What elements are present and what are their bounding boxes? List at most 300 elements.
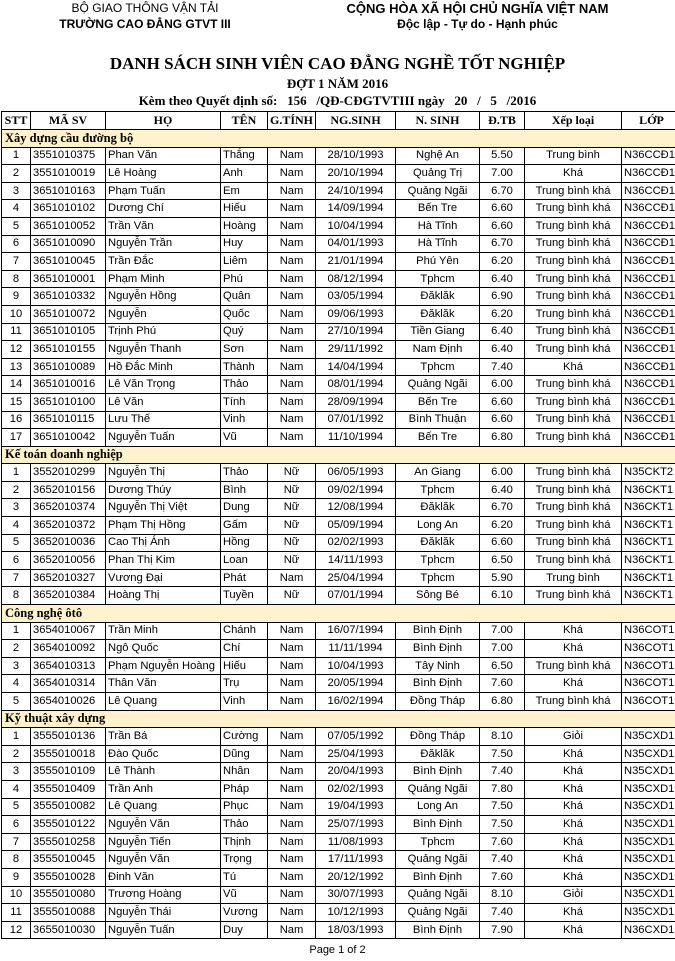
cell-birth-place: Đồng Tháp	[396, 728, 480, 746]
cell-surname: Trịnh Phú	[106, 323, 221, 341]
cell-gender: Nữ	[268, 587, 316, 605]
cell-given-name: Pháp	[221, 780, 268, 798]
cell-gpa: 6.20	[480, 517, 525, 535]
section-header-row	[2, 710, 675, 728]
cell-gender: Nam	[268, 147, 316, 165]
cell-birth-date: 10/12/1993	[316, 904, 396, 922]
cell-birth-date: 28/10/1993	[316, 147, 396, 165]
cell-birth-place: Tphcm	[396, 833, 480, 851]
cell-classification: Trung bình khá	[525, 534, 622, 552]
cell-given-name: Tính	[221, 393, 268, 411]
cell-class: N36CCĐ1	[622, 376, 675, 394]
cell-surname: Hồ Đắc Minh	[106, 358, 221, 376]
cell-birth-place: Tây Ninh	[396, 657, 480, 675]
table-row	[2, 534, 675, 552]
cell-birth-place: Quảng Ngãi	[396, 904, 480, 922]
cell-stt: 3	[2, 763, 31, 781]
cell-gender: Nam	[268, 693, 316, 711]
cell-given-name: Vinh	[221, 693, 268, 711]
cell-student-id: 3651010163	[31, 182, 106, 200]
cell-birth-place: Bình Định	[396, 816, 480, 834]
cell-classification: Trung bình khá	[525, 693, 622, 711]
table-row	[2, 358, 675, 376]
cell-gpa: 6.60	[480, 200, 525, 218]
cell-stt: 10	[2, 305, 31, 323]
cell-given-name: Tú	[221, 868, 268, 886]
cell-gender: Nam	[268, 341, 316, 359]
table-row	[2, 675, 675, 693]
cell-given-name: Quốc	[221, 305, 268, 323]
cell-surname: Lê Thành	[106, 763, 221, 781]
table-row	[2, 798, 675, 816]
cell-gpa: 6.80	[480, 429, 525, 447]
cell-birth-place: Bình Định	[396, 622, 480, 640]
cell-given-name: Huy	[221, 235, 268, 253]
cell-classification: Khá	[525, 851, 622, 869]
cell-birth-date: 29/11/1992	[316, 341, 396, 359]
cell-classification: Khá	[525, 904, 622, 922]
cell-surname: Nguyễn Thị Việt	[106, 499, 221, 517]
cell-gender: Nam	[268, 393, 316, 411]
cell-surname: Lưu Thế	[106, 411, 221, 429]
cell-birth-date: 20/12/1992	[316, 868, 396, 886]
cell-surname: Lê Quang	[106, 693, 221, 711]
cell-class: N36COT1	[622, 693, 675, 711]
cell-gender: Nam	[268, 675, 316, 693]
cell-birth-place: Tiền Giang	[396, 323, 480, 341]
cell-given-name: Sơn	[221, 341, 268, 359]
cell-birth-date: 17/11/1993	[316, 851, 396, 869]
cell-surname: Thân Văn	[106, 675, 221, 693]
cell-birth-place: Sông Bé	[396, 587, 480, 605]
cell-stt: 6	[2, 816, 31, 834]
cell-surname: Nguyễn Thái	[106, 904, 221, 922]
cell-birth-date: 27/10/1994	[316, 323, 396, 341]
cell-birth-place: Long An	[396, 798, 480, 816]
cell-stt: 2	[2, 745, 31, 763]
cell-given-name: Quý	[221, 323, 268, 341]
cell-class: N36CKT1	[622, 552, 675, 570]
cell-classification: Giỏi	[525, 886, 622, 904]
cell-birth-date: 16/02/1994	[316, 693, 396, 711]
cell-gender: Nam	[268, 816, 316, 834]
cell-given-name: Dũng	[221, 745, 268, 763]
cell-given-name: Hiếu	[221, 657, 268, 675]
cell-gpa: 6.20	[480, 305, 525, 323]
table-row	[2, 587, 675, 605]
cell-gender: Nam	[268, 358, 316, 376]
cell-gpa: 6.50	[480, 657, 525, 675]
cell-gpa: 6.50	[480, 552, 525, 570]
cell-given-name: Phục	[221, 798, 268, 816]
table-header-row	[2, 112, 675, 130]
cell-surname: Lê Văn Trọng	[106, 376, 221, 394]
cell-gpa: 6.70	[480, 182, 525, 200]
cell-surname: Nguyễn Hồng	[106, 288, 221, 306]
cell-student-id: 3651010072	[31, 305, 106, 323]
cell-given-name: Thảo	[221, 464, 268, 482]
cell-stt: 3	[2, 657, 31, 675]
column-header-gpa: Đ.TB	[480, 112, 525, 130]
cell-stt: 10	[2, 886, 31, 904]
cell-birth-date: 07/01/1992	[316, 411, 396, 429]
cell-birth-place: Bình Định	[396, 675, 480, 693]
cell-stt: 2	[2, 640, 31, 658]
cell-birth-place: Tphcm	[396, 552, 480, 570]
cell-birth-place: Bến Tre	[396, 429, 480, 447]
cell-birth-date: 11/08/1993	[316, 833, 396, 851]
cell-gender: Nam	[268, 270, 316, 288]
cell-gpa: 6.80	[480, 693, 525, 711]
cell-class: N35CXD1	[622, 780, 675, 798]
cell-given-name: Vinh	[221, 411, 268, 429]
cell-student-id: 3555010028	[31, 868, 106, 886]
cell-stt: 1	[2, 464, 31, 482]
cell-gpa: 6.40	[480, 323, 525, 341]
cell-gender: Nam	[268, 217, 316, 235]
table-row	[2, 429, 675, 447]
cell-classification: Khá	[525, 358, 622, 376]
cell-class: N36CKT1	[622, 569, 675, 587]
cell-birth-date: 12/08/1994	[316, 499, 396, 517]
cell-stt: 17	[2, 429, 31, 447]
cell-surname: Hoàng Thị	[106, 587, 221, 605]
cell-class: N35CXD1	[622, 728, 675, 746]
cell-birth-place: Quảng Ngãi	[396, 182, 480, 200]
cell-birth-date: 02/02/1993	[316, 534, 396, 552]
cell-classification: Trung bình khá	[525, 323, 622, 341]
cell-birth-date: 20/10/1994	[316, 165, 396, 183]
cell-gpa: 8.10	[480, 886, 525, 904]
page-number: Page 1 of 2	[309, 944, 366, 956]
cell-given-name: Cường	[221, 728, 268, 746]
cell-birth-place: Đăklăk	[396, 305, 480, 323]
graduates-table	[1, 111, 675, 939]
cell-gender: Nam	[268, 657, 316, 675]
cell-given-name: Vũ	[221, 429, 268, 447]
cell-gpa: 6.90	[480, 288, 525, 306]
cell-surname: Trần Bá	[106, 728, 221, 746]
cell-student-id: 3651010089	[31, 358, 106, 376]
cell-gpa: 7.80	[480, 780, 525, 798]
section-name: Xây dựng cầu đường bộ	[2, 130, 675, 148]
cell-class: N36CCĐ1	[622, 288, 675, 306]
cell-birth-date: 08/01/1994	[316, 376, 396, 394]
cell-class: N35CXD1	[622, 904, 675, 922]
cell-stt: 7	[2, 833, 31, 851]
cell-surname: Ngô Quốc	[106, 640, 221, 658]
cell-classification: Trung bình khá	[525, 587, 622, 605]
cell-gender: Nam	[268, 851, 316, 869]
cell-birth-date: 25/07/1993	[316, 816, 396, 834]
cell-student-id: 3654010313	[31, 657, 106, 675]
cell-class: N36CKT1	[622, 499, 675, 517]
cell-birth-place: Đăklăk	[396, 534, 480, 552]
cell-surname: Cao Thị Ánh	[106, 534, 221, 552]
cell-gpa: 6.40	[480, 270, 525, 288]
cell-gpa: 8.10	[480, 728, 525, 746]
table-row	[2, 552, 675, 570]
cell-stt: 9	[2, 868, 31, 886]
cell-gpa: 7.00	[480, 165, 525, 183]
cell-classification: Khá	[525, 745, 622, 763]
section-header-row	[2, 605, 675, 623]
cell-given-name: Thảo	[221, 816, 268, 834]
cell-birth-date: 16/07/1994	[316, 622, 396, 640]
cell-birth-date: 18/03/1993	[316, 921, 396, 939]
cell-class: N36CCĐ1	[622, 358, 675, 376]
cell-student-id: 3654010026	[31, 693, 106, 711]
cell-student-id: 3652010036	[31, 534, 106, 552]
cell-birth-place: Đồng Tháp	[396, 693, 480, 711]
cell-given-name: Hiếu	[221, 200, 268, 218]
cell-birth-date: 09/06/1993	[316, 305, 396, 323]
cell-stt: 3	[2, 182, 31, 200]
cell-gender: Nam	[268, 622, 316, 640]
cell-gpa: 7.40	[480, 904, 525, 922]
cell-surname: Nguyễn Văn	[106, 816, 221, 834]
cell-student-id: 3552010299	[31, 464, 106, 482]
table-row	[2, 728, 675, 746]
cell-class: N36CCĐ1	[622, 341, 675, 359]
cell-birth-date: 04/01/1993	[316, 235, 396, 253]
cell-class: N36CCĐ1	[622, 323, 675, 341]
cell-birth-date: 11/11/1994	[316, 640, 396, 658]
cell-birth-date: 20/05/1994	[316, 675, 396, 693]
section-header-row	[2, 446, 675, 464]
cell-gender: Nam	[268, 376, 316, 394]
cell-given-name: Trụ	[221, 675, 268, 693]
cell-gender: Nam	[268, 200, 316, 218]
cell-birth-date: 10/04/1993	[316, 657, 396, 675]
cell-stt: 4	[2, 200, 31, 218]
cell-birth-place: Hà Tĩnh	[396, 217, 480, 235]
cell-stt: 16	[2, 411, 31, 429]
cell-birth-date: 25/04/1993	[316, 745, 396, 763]
cell-gpa: 5.50	[480, 147, 525, 165]
cell-gender: Nam	[268, 868, 316, 886]
cell-classification: Trung bình khá	[525, 288, 622, 306]
cell-student-id: 3651010001	[31, 270, 106, 288]
cell-class: N36CCĐ1	[622, 270, 675, 288]
cell-class: N35CXD1	[622, 868, 675, 886]
cell-given-name: Vũ	[221, 886, 268, 904]
table-row	[2, 816, 675, 834]
cell-stt: 11	[2, 904, 31, 922]
cell-stt: 1	[2, 147, 31, 165]
table-row	[2, 341, 675, 359]
cell-given-name: Thịnh	[221, 833, 268, 851]
table-row	[2, 376, 675, 394]
cell-given-name: Em	[221, 182, 268, 200]
cell-stt: 1	[2, 728, 31, 746]
cell-classification: Trung bình khá	[525, 305, 622, 323]
cell-stt: 8	[2, 270, 31, 288]
cell-birth-place: Tphcm	[396, 569, 480, 587]
cell-classification: Khá	[525, 675, 622, 693]
cell-classification: Trung bình khá	[525, 376, 622, 394]
cell-birth-place: Bình Định	[396, 921, 480, 939]
cell-classification: Khá	[525, 780, 622, 798]
cell-birth-place: Quảng Ngãi	[396, 886, 480, 904]
cell-gender: Nam	[268, 182, 316, 200]
cell-gpa: 6.60	[480, 411, 525, 429]
cell-classification: Trung bình	[525, 147, 622, 165]
cell-class: N36COT1	[622, 657, 675, 675]
cell-stt: 5	[2, 798, 31, 816]
cell-stt: 2	[2, 481, 31, 499]
cell-birth-place: Bình Thuận	[396, 411, 480, 429]
table-row	[2, 464, 675, 482]
cell-class: N36CCĐ1	[622, 165, 675, 183]
cell-gender: Nam	[268, 904, 316, 922]
cell-birth-date: 25/04/1994	[316, 569, 396, 587]
cell-birth-place: Quảng Ngãi	[396, 376, 480, 394]
cell-birth-date: 02/02/1993	[316, 780, 396, 798]
cell-classification: Trung bình khá	[525, 182, 622, 200]
cell-classification: Trung bình	[525, 569, 622, 587]
cell-surname: Nguyễn Tuấn	[106, 429, 221, 447]
cell-stt: 11	[2, 323, 31, 341]
cell-classification: Trung bình khá	[525, 270, 622, 288]
cell-surname: Dương Chí	[106, 200, 221, 218]
cell-surname: Trần Đắc	[106, 253, 221, 271]
cell-student-id: 3655010030	[31, 921, 106, 939]
cell-classification: Trung bình khá	[525, 429, 622, 447]
cell-given-name: Thành	[221, 358, 268, 376]
cell-class: N36CCĐ1	[622, 253, 675, 271]
cell-birth-date: 30/07/1993	[316, 886, 396, 904]
cell-stt: 9	[2, 288, 31, 306]
cell-student-id: 3654010314	[31, 675, 106, 693]
cell-birth-place: Nghệ An	[396, 147, 480, 165]
cell-surname: Trương Hoàng	[106, 886, 221, 904]
cell-birth-place: Long An	[396, 517, 480, 535]
cell-stt: 4	[2, 780, 31, 798]
cell-birth-place: An Giang	[396, 464, 480, 482]
cell-class: N35CXD1	[622, 833, 675, 851]
cell-student-id: 3652010372	[31, 517, 106, 535]
cell-given-name: Chánh	[221, 622, 268, 640]
cell-gender: Nam	[268, 745, 316, 763]
cell-given-name: Trọng	[221, 851, 268, 869]
cell-surname: Nguyễn Văn	[106, 851, 221, 869]
section-header-row	[2, 130, 675, 148]
table-row	[2, 217, 675, 235]
cell-gpa: 6.10	[480, 587, 525, 605]
cell-student-id: 3651010102	[31, 200, 106, 218]
table-row	[2, 851, 675, 869]
cell-gender: Nữ	[268, 464, 316, 482]
cell-gpa: 6.70	[480, 235, 525, 253]
cell-student-id: 3652010327	[31, 569, 106, 587]
cell-stt: 1	[2, 622, 31, 640]
cell-given-name: Liêm	[221, 253, 268, 271]
cell-gpa: 7.60	[480, 868, 525, 886]
cell-surname: Phạm Tuấn	[106, 182, 221, 200]
cell-student-id: 3555010082	[31, 798, 106, 816]
cell-stt: 8	[2, 587, 31, 605]
cell-surname: Lê Hoàng	[106, 165, 221, 183]
column-header-surname: HỌ	[106, 112, 221, 130]
cell-gpa: 7.40	[480, 763, 525, 781]
cell-class: N36CCĐ1	[622, 182, 675, 200]
table-row	[2, 517, 675, 535]
cell-classification: Trung bình khá	[525, 552, 622, 570]
cell-stt: 13	[2, 358, 31, 376]
cell-birth-date: 24/10/1994	[316, 182, 396, 200]
column-header-student-id: MÃ SV	[31, 112, 106, 130]
section-name: Kỹ thuật xây dựng	[2, 710, 675, 728]
cell-stt: 5	[2, 693, 31, 711]
table-row	[2, 323, 675, 341]
cell-gender: Nữ	[268, 534, 316, 552]
table-row	[2, 253, 675, 271]
cell-stt: 15	[2, 393, 31, 411]
cell-class: N35CXD1	[622, 851, 675, 869]
cell-birth-date: 07/01/1994	[316, 587, 396, 605]
cell-stt: 2	[2, 165, 31, 183]
cell-gpa: 7.00	[480, 640, 525, 658]
cell-student-id: 3555010409	[31, 780, 106, 798]
table-row	[2, 886, 675, 904]
cell-gender: Nam	[268, 798, 316, 816]
cell-surname: Nguyễn Tuấn	[106, 921, 221, 939]
cell-gpa: 7.50	[480, 798, 525, 816]
cell-birth-place: Quảng Ngãi	[396, 780, 480, 798]
cell-stt: 7	[2, 253, 31, 271]
cell-surname: Vương Đại	[106, 569, 221, 587]
cell-class: N36CCĐ1	[622, 235, 675, 253]
cell-classification: Trung bình khá	[525, 235, 622, 253]
cell-class: N36CKT1	[622, 517, 675, 535]
cell-given-name: Loan	[221, 552, 268, 570]
cell-gpa: 6.70	[480, 499, 525, 517]
cell-surname: Trần Minh	[106, 622, 221, 640]
table-row	[2, 657, 675, 675]
cell-birth-date: 08/12/1994	[316, 270, 396, 288]
cell-gender: Nam	[268, 780, 316, 798]
cell-classification: Khá	[525, 868, 622, 886]
cell-gender: Nam	[268, 886, 316, 904]
cell-student-id: 3551010375	[31, 147, 106, 165]
cell-birth-place: Bình Định	[396, 640, 480, 658]
section-name: Kế toán doanh nghiệp	[2, 446, 675, 464]
cell-surname: Đinh Văn	[106, 868, 221, 886]
cell-birth-date: 06/05/1993	[316, 464, 396, 482]
column-header-class: LỚP	[622, 112, 675, 130]
cell-gpa: 5.90	[480, 569, 525, 587]
column-header-given-name: TÊN	[221, 112, 268, 130]
column-header-classification: Xếp loại	[525, 112, 622, 130]
cell-gpa: 7.00	[480, 622, 525, 640]
cell-student-id: 3652010056	[31, 552, 106, 570]
cell-student-id: 3651010105	[31, 323, 106, 341]
cell-classification: Trung bình khá	[525, 200, 622, 218]
cell-student-id: 3651010332	[31, 288, 106, 306]
cell-gender: Nam	[268, 640, 316, 658]
cell-birth-place: Bình Định	[396, 763, 480, 781]
cell-student-id: 3555010018	[31, 745, 106, 763]
cell-gender: Nam	[268, 411, 316, 429]
cell-birth-place: Tphcm	[396, 358, 480, 376]
cell-gender: Nữ	[268, 552, 316, 570]
cell-student-id: 3555010088	[31, 904, 106, 922]
cell-class: N36CKT1	[622, 481, 675, 499]
cell-birth-date: 14/09/1994	[316, 200, 396, 218]
cell-given-name: Chí	[221, 640, 268, 658]
table-row	[2, 622, 675, 640]
